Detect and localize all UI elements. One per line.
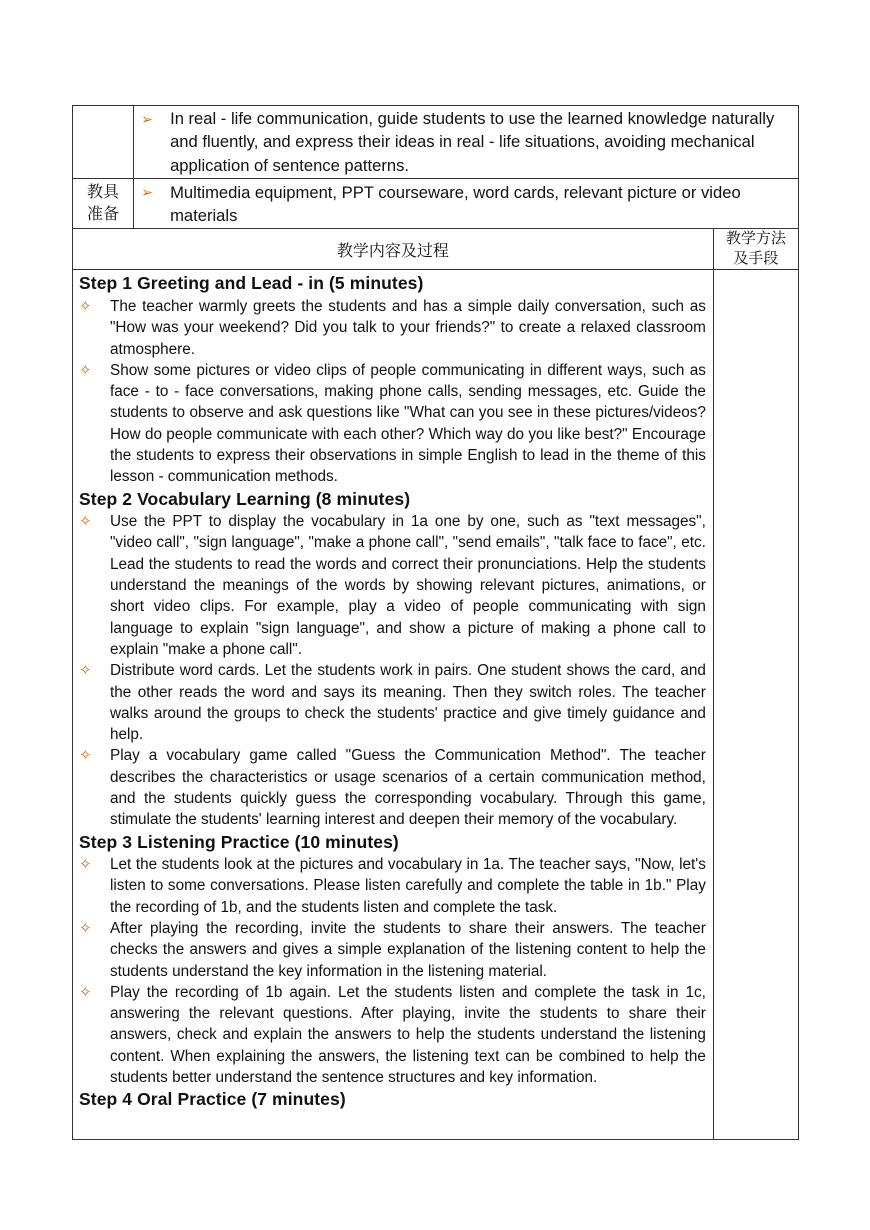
- methods-content-cell: [713, 270, 798, 1140]
- teaching-aids-content-cell: [134, 178, 799, 229]
- process-content-row: [73, 270, 799, 1140]
- objectives-content-cell: [134, 106, 799, 179]
- diamond-bullet-icon: ✧: [79, 361, 92, 379]
- teaching-aids-label-line1: 教具: [87, 183, 120, 201]
- step-bullet: [79, 296, 707, 360]
- diamond-bullet-icon: ✧: [79, 513, 92, 531]
- step-bullet-text: Distribute word cards. Let the students work in pairs. One student shows the card, and the other reads the word and says its meaning. Then they switch roles. The teacher walks around the groups to check the students' practice and give timely guidance and help.: [110, 662, 706, 744]
- step-heading: Step 2 Vocabulary Learning (8 minutes): [79, 488, 411, 509]
- objectives-row: [73, 106, 799, 179]
- lesson-plan-table: [72, 105, 799, 1140]
- step-bullet-text: Play a vocabulary game called "Guess the Communication Method". The teacher describes the characteristics or usage scenarios of a certain communication method, and the students quickly guess the corresponding vocabulary. Through this game, stimulate the students' learning interest and deepen their memory of the vocabulary.: [110, 747, 706, 829]
- diamond-bullet-icon: ✧: [79, 983, 92, 1001]
- step-bullet-text: Let the students look at the pictures and vocabulary in 1a. The teacher says, "Now, let's listen to some conversations. Please listen carefully and complete the table in 1b." Play the recording of 1b, and the students listen and complete the task.: [110, 856, 706, 916]
- step-heading: Step 1 Greeting and Lead - in (5 minutes): [79, 273, 424, 294]
- objectives-label-cell: [73, 106, 134, 179]
- step-bullet-text: Use the PPT to display the vocabulary in 1a one by one, such as "text messages", "video call", "sign language", "make a phone call", "send emails", "talk face to face", etc. Lead the students to read the words and correct their pronunciations. Help the students understand the meanings of the words by showing relevant pictures, animations, or short video clips. For example, play a video of people communicating with sign language to explain "sign language", and show a picture of making a phone call to explain "make a phone call".: [110, 513, 706, 658]
- step-bullet: [79, 745, 707, 830]
- step-bullet: [79, 854, 707, 918]
- step-bullet: [79, 360, 707, 488]
- diamond-bullet-icon: ✧: [79, 747, 92, 765]
- methods-header-line2: 及手段: [733, 250, 779, 268]
- diamond-bullet-icon: ✧: [79, 662, 92, 680]
- step-bullet: [79, 918, 707, 982]
- step-bullet-text: After playing the recording, invite the students to share their answers. The teacher checks the answers and gives a simple explanation of the listening content to help the students understand the key information in the listening material.: [110, 920, 706, 980]
- objective-text: In real - life communication, guide students to use the learned knowledge naturally and fluently, and express their ideas in real - life situations, avoiding mechanical application of sentence patterns.: [170, 109, 775, 175]
- process-header-row: [73, 229, 799, 270]
- teaching-aids-item: [134, 179, 798, 229]
- lesson-plan-page: [72, 105, 799, 1140]
- teaching-aids-row: [73, 178, 799, 229]
- step-section: [79, 488, 707, 831]
- process-content-cell: [73, 270, 714, 1140]
- step-bullet: [79, 511, 707, 660]
- teaching-aids-label: [73, 178, 134, 229]
- step-section: [79, 831, 707, 1089]
- diamond-bullet-icon: ✧: [79, 297, 92, 315]
- step-section: [79, 272, 707, 487]
- teaching-aids-label-line2: 准备: [87, 205, 120, 223]
- step-bullet-text: The teacher warmly greets the students and has a simple daily conversation, such as "How was your weekend? Did you talk to your friends?" to create a relaxed classroom atmosphere.: [110, 297, 706, 358]
- step-bullet-text: Show some pictures or video clips of people communicating in different ways, such as face - to - face conversations, making phone calls, sending messages, etc. Guide the students to observe and ask questions like "What can you see in these pictures/videos? How do people communicate with each other? Which way do you like best?" Encourage the students to express their observations in simple English to lead in the theme of this lesson - communication methods.: [110, 361, 706, 486]
- step-bullet-text: Play the recording of 1b again. Let the students listen and complete the task in 1c, answering the relevant questions. After playing, invite the students to share their answers, check and explain the answers to help the students understand the listening content. When explaining the answers, the listening text can be combined to help the students better understand the sentence structures and key information.: [110, 983, 706, 1087]
- step-section: [79, 1088, 707, 1112]
- step-bullet: [79, 660, 707, 745]
- step-heading: Step 4 Oral Practice (7 minutes): [79, 1089, 346, 1110]
- diamond-bullet-icon: ✧: [79, 920, 92, 937]
- step-heading: Step 3 Listening Practice (10 minutes): [79, 831, 399, 852]
- step-bullet: [79, 982, 707, 1088]
- objective-item: [134, 106, 798, 178]
- arrow-bullet-icon: ➢: [141, 183, 153, 200]
- methods-header-line1: 教学方法: [725, 230, 786, 248]
- teaching-aids-text: Multimedia equipment, PPT courseware, word cards, relevant picture or video materials: [170, 182, 741, 226]
- diamond-bullet-icon: ✧: [79, 856, 92, 874]
- methods-header: [713, 229, 798, 270]
- arrow-bullet-icon: ➢: [141, 111, 153, 127]
- steps-container: [79, 272, 707, 1111]
- process-header-title: 教学内容及过程: [73, 229, 714, 270]
